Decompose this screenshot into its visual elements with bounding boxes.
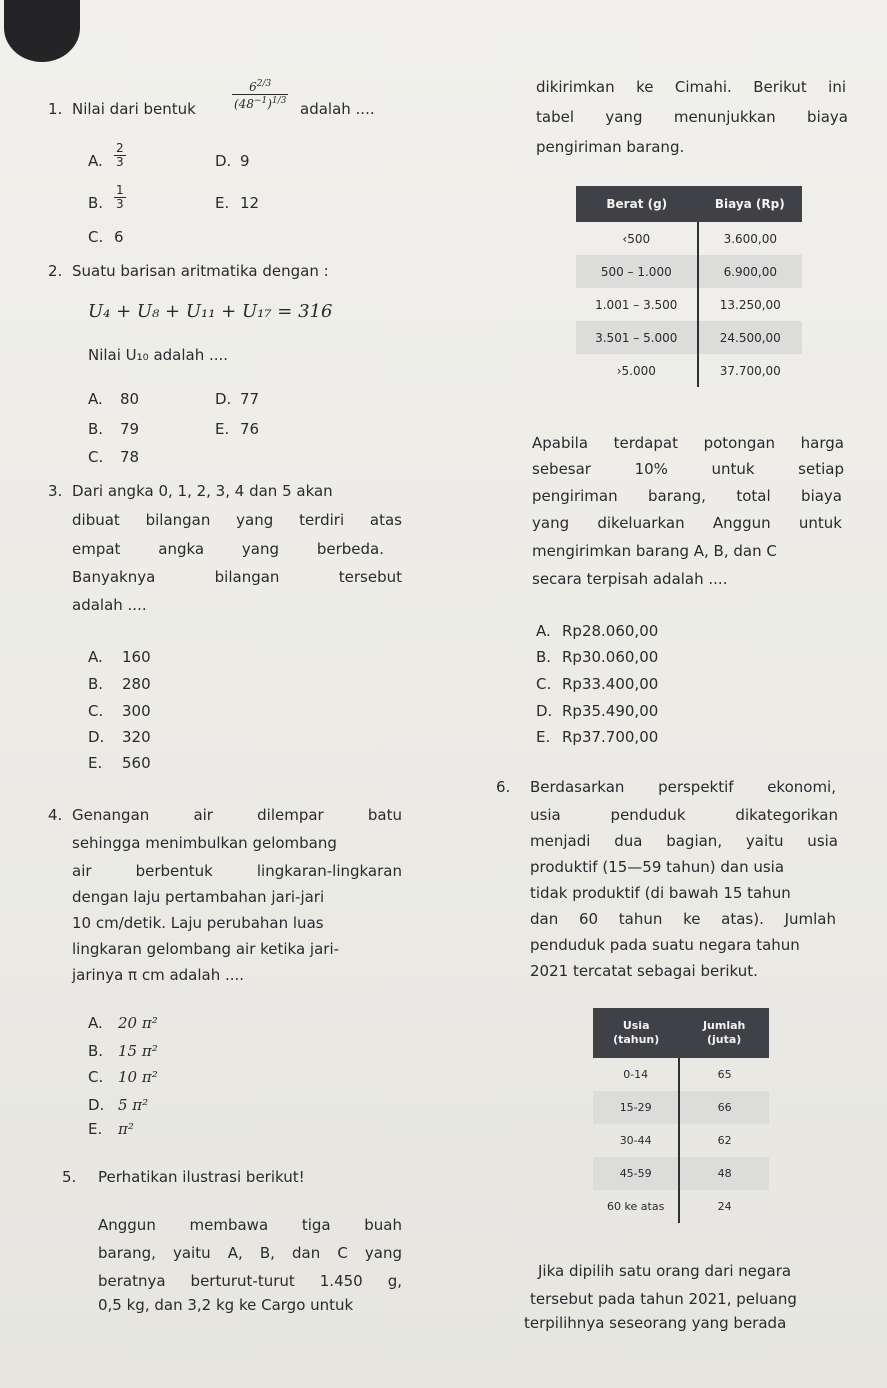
q4-line-1: Genangan air dilempar batu <box>72 806 402 824</box>
population-age-cell: 60 ke atas <box>593 1190 679 1223</box>
population-count-cell: 62 <box>717 1134 732 1147</box>
q1-option-a-num: 2 <box>116 141 124 155</box>
q6-line-3: menjadi dua bagian, yaitu usia <box>530 832 838 850</box>
q5-option-d-label: D. <box>536 702 553 720</box>
q1-option-b-num: 1 <box>116 183 124 197</box>
q5-mid-line-2: sebesar 10% untuk setiap <box>532 460 844 478</box>
q5-mid-line-3: pengiriman barang, total biaya <box>532 487 842 505</box>
q6-line-1: Berdasarkan perspektif ekonomi, <box>530 778 836 796</box>
table-row <box>593 1124 769 1157</box>
shipping-cost-cell: 3.600,00 <box>723 231 777 246</box>
q2-equation: U₄ + U₈ + U₁₁ + U₁₇ = 316 <box>88 301 333 322</box>
shipping-weight-cell: ‹500 <box>576 222 698 255</box>
q5-option-a-label: A. <box>536 622 551 640</box>
table-row <box>576 255 802 288</box>
population-age-cell: 0-14 <box>593 1058 679 1091</box>
q6-line-2: usia penduduk dikategorikan <box>530 806 838 824</box>
q1-number: 1. <box>48 100 63 118</box>
population-count-cell: 48 <box>679 1157 769 1190</box>
q3-option-a-label: A. <box>88 648 103 666</box>
population-age-cell: 45-59 <box>593 1157 679 1190</box>
q1-option-a-label: A. <box>88 152 103 170</box>
table-row <box>593 1157 769 1190</box>
q2-option-c-value: 78 <box>120 448 140 466</box>
binder-hole <box>4 0 80 62</box>
population-table <box>593 1008 769 1223</box>
q6-after-line-1: Jika dipilih satu orang dari negara <box>538 1262 792 1280</box>
q1-option-b-fraction <box>114 184 126 211</box>
q1-num-exp: 2/3 <box>256 79 272 89</box>
q2-option-b-label: B. <box>88 420 104 438</box>
q5-title: Perhatikan ilustrasi berikut! <box>98 1168 305 1186</box>
q3-line-2: dibuat bilangan yang terdiri atas <box>72 511 402 529</box>
q6-line-4: produktif (15—59 tahun) dan usia <box>530 858 785 876</box>
q3-option-c-label: C. <box>88 702 104 720</box>
q3-number: 3. <box>48 482 63 500</box>
q5-mid-line-5: mengirimkan barang A, B, dan C <box>532 542 777 560</box>
q3-option-c-value: 300 <box>122 702 151 720</box>
q1-option-a-fraction <box>114 142 126 169</box>
q6-after-line-2: tersebut pada tahun 2021, peluang <box>530 1290 797 1308</box>
shipping-table-header <box>576 186 802 222</box>
q4-number: 4. <box>48 806 63 824</box>
q5-option-b-value: Rp30.060,00 <box>562 648 659 666</box>
population-header-count: Jumlah (juta) <box>679 1008 769 1058</box>
q3-option-b-value: 280 <box>122 675 151 693</box>
shipping-header-weight: Berat (g) <box>576 186 698 222</box>
q1-fraction <box>232 78 288 111</box>
q2-option-d-label: D. <box>215 390 232 408</box>
table-row <box>576 222 802 255</box>
q2-option-e-value: 76 <box>240 420 260 438</box>
q4-option-e-label: E. <box>88 1120 103 1138</box>
q1-option-d-value: 9 <box>240 152 250 170</box>
q5-left-line-4: 0,5 kg, dan 3,2 kg ke Cargo untuk <box>98 1296 354 1314</box>
q2-option-b-value: 79 <box>120 420 140 438</box>
q5-mid-line-4: yang dikeluarkan Anggun untuk <box>532 514 842 532</box>
q1-option-e-label: E. <box>215 194 230 212</box>
q1-den-inner-exp: −1 <box>253 96 268 106</box>
shipping-weight-cell: 3.501 – 5.000 <box>576 321 698 354</box>
q5-number: 5. <box>62 1168 77 1186</box>
q1-option-e-value: 12 <box>240 194 260 212</box>
q3-option-b-label: B. <box>88 675 104 693</box>
q6-line-6: dan 60 tahun ke atas). Jumlah <box>530 910 836 928</box>
q3-option-d-value: 320 <box>122 728 151 746</box>
shipping-cost-cell: 13.250,00 <box>719 297 781 312</box>
q1-den-base: (48 <box>234 97 254 111</box>
shipping-weight-cell: ›5.000 <box>576 354 698 387</box>
q5-left-line-3: beratnya berturut-turut 1.450 g, <box>98 1272 402 1290</box>
q1-den-close: ) <box>267 97 272 111</box>
q4-line-6: lingkaran gelombang air ketika jari- <box>72 940 340 958</box>
q4-line-5: 10 cm/detik. Laju perubahan luas <box>72 914 324 932</box>
population-table-header <box>593 1008 769 1058</box>
table-row <box>593 1190 769 1223</box>
q2-option-d-value: 77 <box>240 390 260 408</box>
q4-option-c-label: C. <box>88 1068 104 1086</box>
shipping-header-cost: Biaya (Rp) <box>698 186 802 222</box>
population-count-cell: 24 <box>717 1200 732 1213</box>
q2-text: Suatu barisan aritmatika dengan : <box>72 262 329 280</box>
q5-right-line-1: dikirimkan ke Cimahi. Berikut ini <box>536 78 846 96</box>
population-count-cell: 66 <box>679 1091 769 1124</box>
q5-mid-line-1: Apabila terdapat potongan harga <box>532 434 844 452</box>
q5-option-b-label: B. <box>536 648 552 666</box>
shipping-weight-cell: 1.001 – 3.500 <box>576 288 698 321</box>
q1-option-a-den: 3 <box>116 155 124 169</box>
q3-line-1: Dari angka 0, 1, 2, 3, 4 dan 5 akan <box>72 482 333 500</box>
q4-option-d-label: D. <box>88 1096 105 1114</box>
q5-left-line-1: Anggun membawa tiga buah <box>98 1216 402 1234</box>
q3-line-3: empat angka yang berbeda. <box>72 540 384 558</box>
population-header-age: Usia (tahun) <box>593 1008 679 1058</box>
q5-left-line-2: barang, yaitu A, B, dan C yang <box>98 1244 402 1262</box>
q5-right-line-2: tabel yang menunjukkan biaya <box>536 108 848 126</box>
q4-option-b-label: B. <box>88 1042 104 1060</box>
q2-option-a-value: 80 <box>120 390 140 408</box>
q2-option-c-label: C. <box>88 448 104 466</box>
q5-option-c-value: Rp33.400,00 <box>562 675 659 693</box>
q5-option-d-value: Rp35.490,00 <box>562 702 659 720</box>
q5-right-line-3: pengiriman barang. <box>536 138 685 156</box>
q6-line-8: 2021 tercatat sebagai berikut. <box>530 962 758 980</box>
population-age-cell: 30-44 <box>593 1124 679 1157</box>
q2-option-e-label: E. <box>215 420 230 438</box>
table-row <box>593 1091 769 1124</box>
q2-question: Nilai U₁₀ adalah .... <box>88 346 229 364</box>
q1-den-exp: 1/3 <box>271 96 287 106</box>
q3-option-d-label: D. <box>88 728 105 746</box>
q4-line-4: dengan laju pertambahan jari-jari <box>72 888 325 906</box>
q4-option-e-value: π² <box>118 1120 134 1138</box>
q1-option-d-label: D. <box>215 152 232 170</box>
q4-option-d-value: 5 π² <box>118 1096 149 1114</box>
table-row <box>593 1058 769 1091</box>
q4-option-c-value: 10 π² <box>118 1068 158 1086</box>
q5-option-a-value: Rp28.060,00 <box>562 622 659 640</box>
q4-line-7: jarinya π cm adalah .... <box>72 966 245 984</box>
q4-option-a-label: A. <box>88 1014 103 1032</box>
q2-option-a-label: A. <box>88 390 103 408</box>
q1-text-post: adalah .... <box>300 100 375 118</box>
q1-option-b-label: B. <box>88 194 104 212</box>
q4-option-a-value: 20 π² <box>118 1014 158 1032</box>
q1-num-base: 6 <box>249 80 257 94</box>
q3-option-e-value: 560 <box>122 754 151 772</box>
q1-text-pre: Nilai dari bentuk <box>72 100 196 118</box>
q4-option-b-value: 15 π² <box>118 1042 158 1060</box>
q5-option-e-value: Rp37.700,00 <box>562 728 659 746</box>
q2-number: 2. <box>48 262 63 280</box>
q3-option-a-value: 160 <box>122 648 151 666</box>
q5-option-c-label: C. <box>536 675 552 693</box>
shipping-cost-cell: 24.500,00 <box>698 321 802 354</box>
q6-line-7: penduduk pada suatu negara tahun <box>530 936 800 954</box>
table-row <box>576 288 802 321</box>
q3-line-4: Banyaknya bilangan tersebut <box>72 568 402 586</box>
q5-mid-line-6: secara terpisah adalah .... <box>532 570 728 588</box>
q3-line-5: adalah .... <box>72 596 147 614</box>
q5-option-e-label: E. <box>536 728 551 746</box>
shipping-cost-cell: 37.700,00 <box>719 363 781 378</box>
q4-line-3: air berbentuk lingkaran-lingkaran <box>72 862 402 880</box>
q4-line-2: sehingga menimbulkan gelombang <box>72 834 337 852</box>
shipping-weight-cell: 500 – 1.000 <box>576 255 698 288</box>
q1-option-c-value: 6 <box>114 228 124 246</box>
q6-number: 6. <box>496 778 511 796</box>
population-count-cell: 65 <box>717 1068 732 1081</box>
table-row <box>576 321 802 354</box>
shipping-cost-table <box>576 186 802 387</box>
shipping-cost-cell: 6.900,00 <box>698 255 802 288</box>
q6-after-line-3: terpilihnya seseorang yang berada <box>524 1314 787 1332</box>
q3-option-e-label: E. <box>88 754 103 772</box>
population-age-cell: 15-29 <box>593 1091 679 1124</box>
q6-line-5: tidak produktif (di bawah 15 tahun <box>530 884 791 902</box>
table-row <box>576 354 802 387</box>
q1-option-b-den: 3 <box>116 197 124 211</box>
q1-option-c-label: C. <box>88 228 104 246</box>
